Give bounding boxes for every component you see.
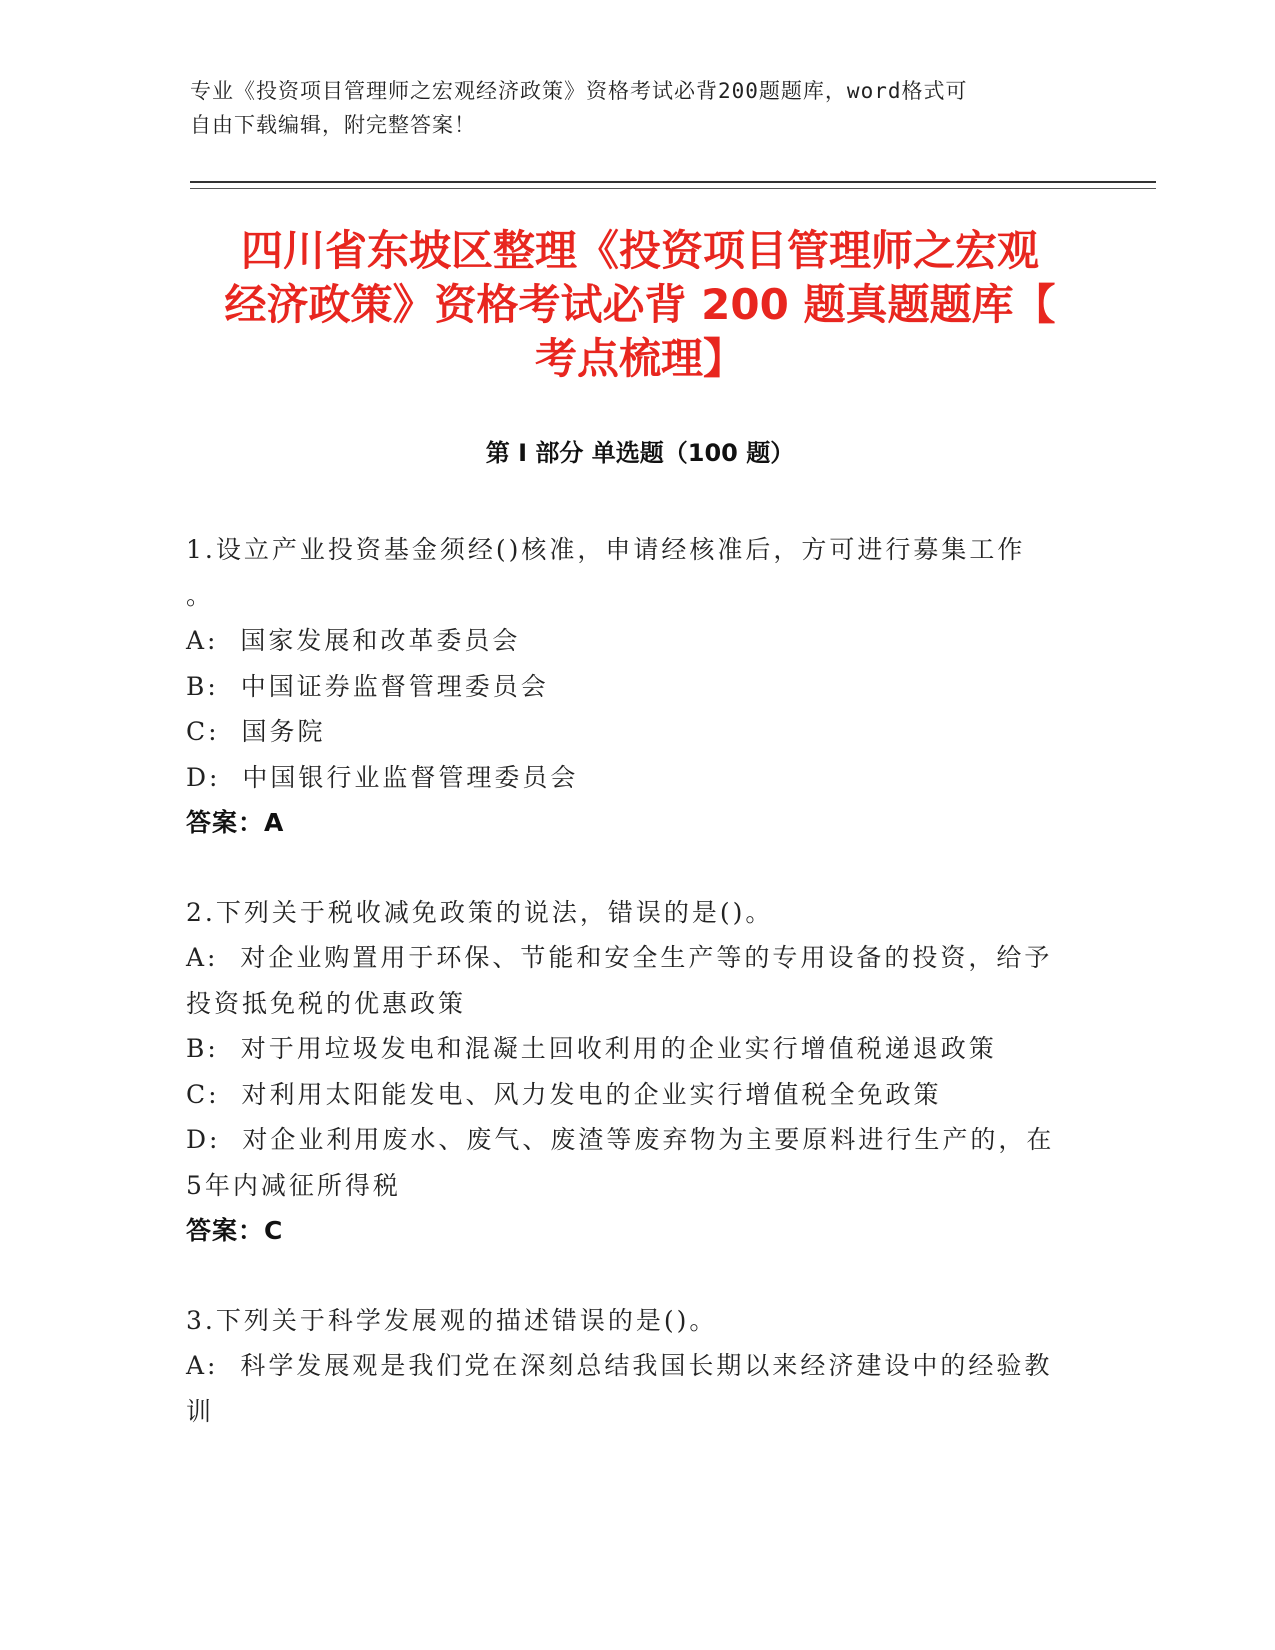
question-1 [186,527,1086,846]
option-b: B: 中国证券监督管理委员会 [186,671,549,701]
question-stem: 1.设立产业投资基金须经()核准，申请经核准后，方可进行募集工作 [186,535,1026,564]
header-note-line-2: 自由下载编辑，附完整答案！ [190,113,476,137]
question-2 [186,890,1086,1254]
option-d: D: 中国银行业监督管理委员会 [186,762,579,792]
option-a: A: 国家发展和改革委员会 [186,626,521,655]
header-note-line-1: 专业《投资项目管理师之宏观经济政策》资格考试必背200题题库，word格式可 [190,79,968,103]
question-list [186,527,1086,1478]
header-divider-thick [190,181,1156,183]
header-divider-thin [190,188,1156,189]
question-stem-continued: 。 [186,580,215,610]
option-a-continued: 投资抵免税的优惠政策 [186,988,467,1018]
option-b: B: 对于用垃圾发电和混凝土回收利用的企业实行增值税递退政策 [186,1034,997,1063]
answer: 答案：C [186,1216,284,1245]
section-title: 第 I 部分 单选题（100 题） [485,439,795,467]
option-c: C: 对利用太阳能发电、风力发电的企业实行增值税全免政策 [186,1079,942,1109]
document-title-line-2: 经济政策》资格考试必背 200 题真题题库【 [224,280,1056,329]
option-c: C: 国务院 [186,717,326,746]
option-d-continued: 5年内减征所得税 [186,1170,401,1200]
document-title-line-1: 四川省东坡区整理《投资项目管理师之宏观 [240,226,1039,275]
document-title [190,224,1090,386]
option-d: D: 对企业利用废水、废气、废渣等废弃物为主要原料进行生产的，在 [186,1125,1055,1154]
option-a: A: 对企业购置用于环保、节能和安全生产等的专用设备的投资，给予 [186,943,1053,972]
header-note [190,74,1090,142]
answer: 答案：A [186,808,285,837]
option-a-continued: 训 [186,1396,215,1426]
option-a: A: 科学发展观是我们党在深刻总结我国长期以来经济建设中的经验教 [186,1351,1053,1380]
document-title-line-3: 考点梳理】 [534,334,745,383]
question-stem: 2.下列关于税收减免政策的说法，错误的是()。 [186,897,774,927]
question-stem: 3.下列关于科学发展观的描述错误的是()。 [186,1305,718,1335]
question-3 [186,1298,1086,1435]
